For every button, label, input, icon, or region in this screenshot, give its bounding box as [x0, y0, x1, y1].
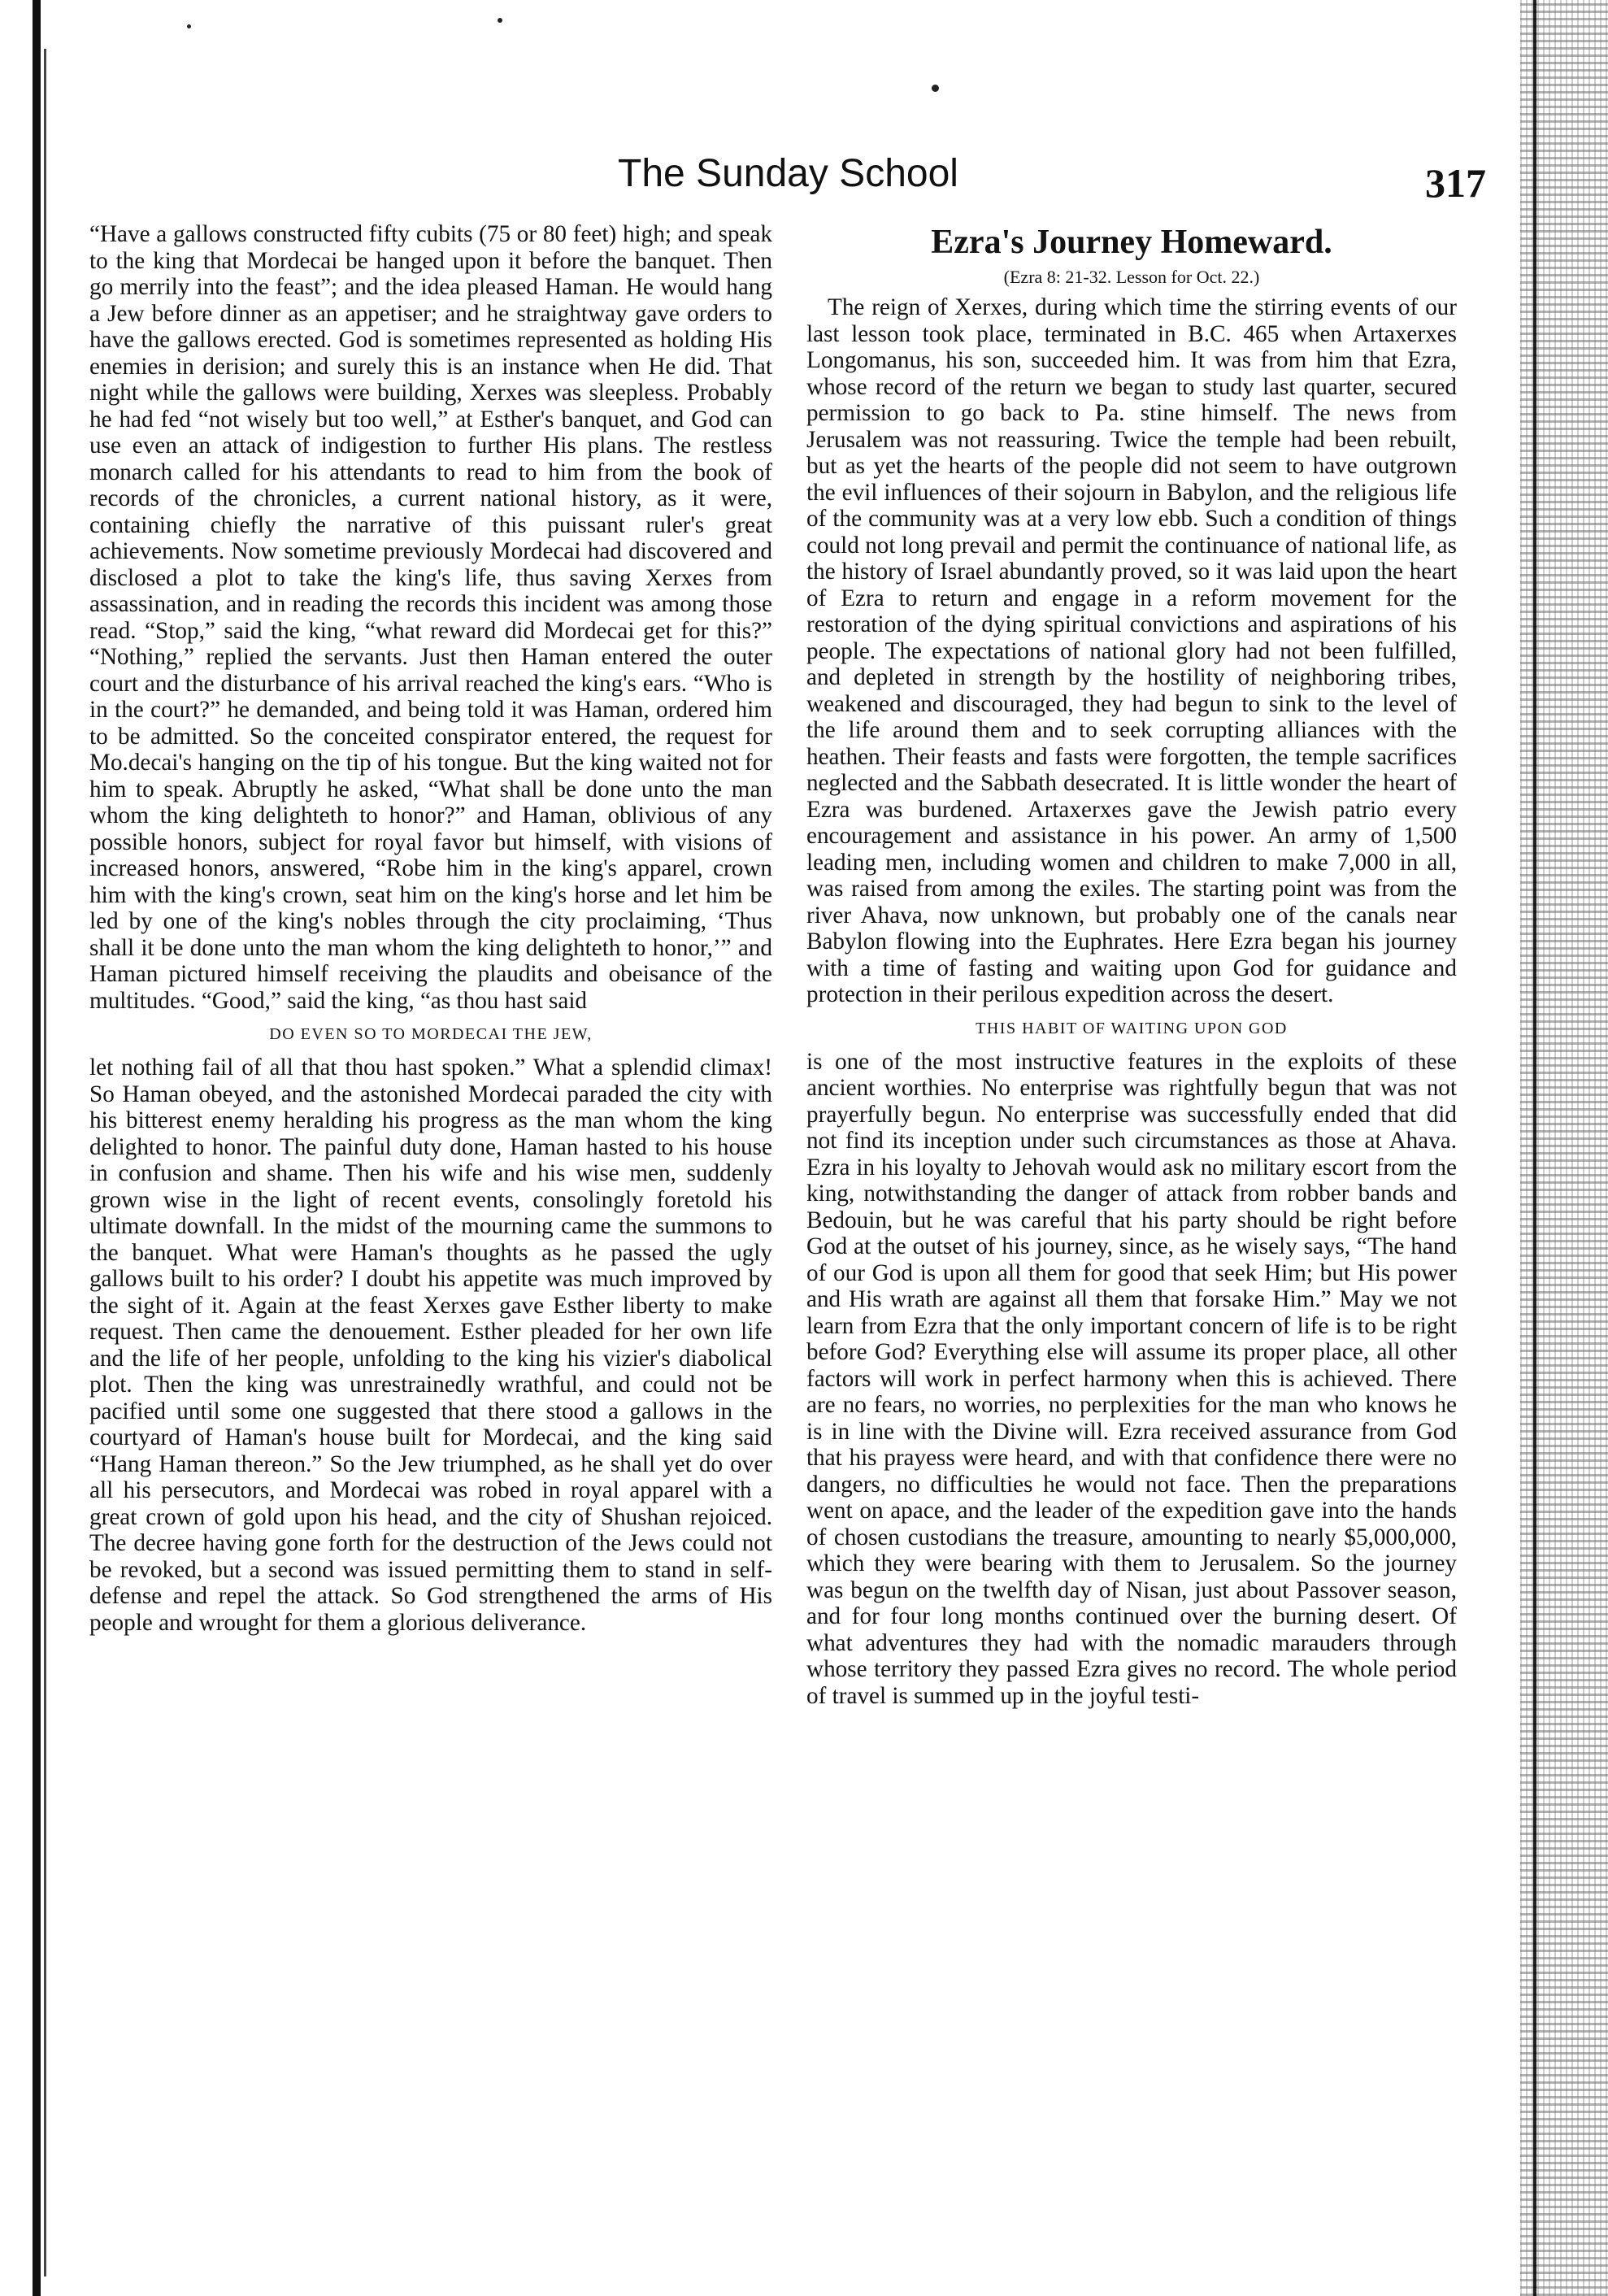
scan-speck: [498, 18, 502, 23]
right-column: [806, 221, 1457, 1709]
left-column: [89, 221, 772, 1636]
running-title: The Sunday School: [618, 152, 958, 195]
page-number: 317: [1425, 160, 1486, 206]
paragraph: The reign of Xerxes, during which time the stirring events of our last lesson took place, terminated in B.C. 465 when Artaxerxes Longomanus, his son, succeeded him. It was from him that Ezra, whose record of the return we began to study last quarter, secured permission to go back to Pa. stine himself. The news from Jerusalem was not reassuring. Twice the temple had been rebuilt, but as yet the hearts of the people did not seem to have outgrown the evil influences of their sojourn in Babylon, and the religious life of the community was at a very low ebb. Such a condition of things could not long prevail and permit the continuance of national life, as the history of Israel abundantly proved, so it was laid upon the heart of Ezra to return and engage in a reform movement for the restoration of the dying spiritual convictions and aspirations of his people. The expectations of national glory had not been fulfilled, and depleted in strength by the hostility of neighboring tribes, weakened and discouraged, they had begun to sink to the level of the life around them and to seek corrupting alliances with the heathen. Their feasts and fasts were forgotten, the temple sacrifices neglected and the Sabbath desecrated. It is little wonder the heart of Ezra was burdened. Artaxerxes gave the Jewish patrio every encouragement and assistance in his power. An army of 1,500 leading men, including women and children to make 7,000 in all, was raised from among the exiles. The starting point was from the river Ahava, now unknown, but probably one of the canals near Babylon flowing into the Euphrates. Here Ezra began his journey with a time of fasting and waiting upon God for guidance and protection in their perilous expedition across the desert.: [806, 294, 1457, 1007]
article-title: Ezra's Journey Homeward.: [931, 224, 1332, 261]
scripture-reference: (Ezra 8: 21-32. Lesson for Oct. 22.): [1003, 267, 1260, 287]
binding-line-left: [44, 49, 46, 2276]
page-edge-right: [1520, 0, 1608, 2296]
paragraph: let nothing fail of all that thou hast spoken.” What a splendid climax! So Haman obeyed, and the astonished Mordecai paraded the city with his bitterest enemy heralding his progress as the man whom the king delighted to honor. The painful duty done, Haman hasted to his house in confusion and shame. Then his wife and his wise men, suddenly grown wise in the light of recent events, consolingly foretold his ultimate downfall. In the midst of the mourning came the summons to the banquet. What were Haman's thoughts as he passed the ugly gallows built to his order? I doubt his appetite was much improved by the sight of it. Again at the feast Xerxes gave Esther liberty to make request. Then came the denouement. Esther pleaded for her own life and the life of her people, unfolding to the king his vizier's diabolical plot. Then the king was unrestrainedly wrathful, and could not be pacified until some one suggested that there stood a gallows in the courtyard of Haman's house built for Mordecai, and the king said “Hang Haman thereon.” So the Jew triumphed, as he shall yet do over all his persecutors, and Mordecai was robed in royal apparel with a great crown of gold upon his head, and the city of Shushan rejoiced. The decree having gone forth for the destruction of the Jews could not be revoked, but a second was issued permitting them to stand in self-defense and repel the attack. So God strengthened the arms of His people and wrought for them a glorious deliverance.: [89, 1055, 772, 1636]
scan-speck: [932, 85, 939, 92]
section-subheading: THIS HABIT OF WAITING UPON GOD: [976, 1019, 1288, 1037]
scan-speck: [187, 24, 191, 28]
paragraph: is one of the most instructive features in the exploits of these ancient worthies. No enterprise was rightfully begun that was not prayerfully begun. No enterprise was successfully ended that did not find its inception under such circumstances as those at Ahava. Ezra in his loyalty to Jehovah would ask no military escort from the king, notwithstanding the danger of attack from robber bands and Bedouin, but he was careful that his party should be right before God at the outset of his journey, since, as he wisely says, “The hand of our God is upon all them for good that seek Him; but His power and His wrath are against all them that forsake Him.” May we not learn from Ezra that the only important concern of life is to be right before God? Everything else will assume its proper place, all other factors will work in perfect harmony when this is achieved. There are no fears, no worries, no perplexities for the man who knows he is in line with the Divine will. Ezra received assurance from God that his prayess were heard, and with that confidence there were no dangers, no difficulties he would not face. Then the preparations went on apace, and the leader of the expedition gave into the hands of chosen custodians the treasure, amounting to nearly $5,000,000, which they were bearing with them to Jerusalem. So the journey was begun on the twelfth day of Nisan, just about Passover season, and for four long months continued over the burning desert. Of what adventures they had with the nomadic marauders through whose territory they passed Ezra gives no record. The whole period of travel is summed up in the joyful testi-: [806, 1048, 1457, 1709]
binding-edge-left: [33, 0, 41, 2296]
section-subheading: DO EVEN SO TO MORDECAI THE JEW,: [269, 1025, 593, 1043]
paragraph: “Have a gallows constructed fifty cubits (75 or 80 feet) high; and speak to the king that Mordecai be hanged upon it before the banquet. Then go merrily into the feast”; and the idea pleased Haman. He would hang a Jew before dinner as an appetiser; and he straightway gave orders to have the gallows erected. God is sometimes represented as holding His enemies in derision; and surely this is an instance when He did. That night while the gallows were building, Xerxes was sleepless. Probably he had fed “not wisely but too well,” at Esther's banquet, and God can use even an attack of indigestion to further His plans. The restless monarch called for his attendants to read to him from the book of records of the chronicles, a current national history, as it were, containing chiefly the narrative of this puissant ruler's great achievements. Now sometime previously Mordecai had discovered and disclosed a plot to take the king's life, thus saving Xerxes from assassination, and in reading the records this incident was among those read. “Stop,” said the king, “what reward did Mordecai get for this?” “Nothing,” replied the servants. Just then Haman entered the outer court and the disturbance of his arrival reached the king's ears. “Who is in the court?” he demanded, and being told it was Haman, ordered him to be admitted. So the conceited conspirator entered, the request for Mo.decai's hanging on the tip of his tongue. But the king waited not for him to speak. Abruptly he asked, “What shall be done unto the man whom the king delighteth to honor?” and Haman, oblivious of any possible honors, subject for royal favor but himself, with visions of increased honors, answered, “Robe him in the king's apparel, crown him with the king's crown, seat him on the king's horse and let him be led by one of the king's nobles through the city proclaiming, ‘Thus shall it be done unto the man whom the king delighteth to honor,’” and Haman pictured himself receiving the plaudits and obeisance of the multitudes. “Good,” said the king, “as thou hast said: [89, 221, 772, 1014]
